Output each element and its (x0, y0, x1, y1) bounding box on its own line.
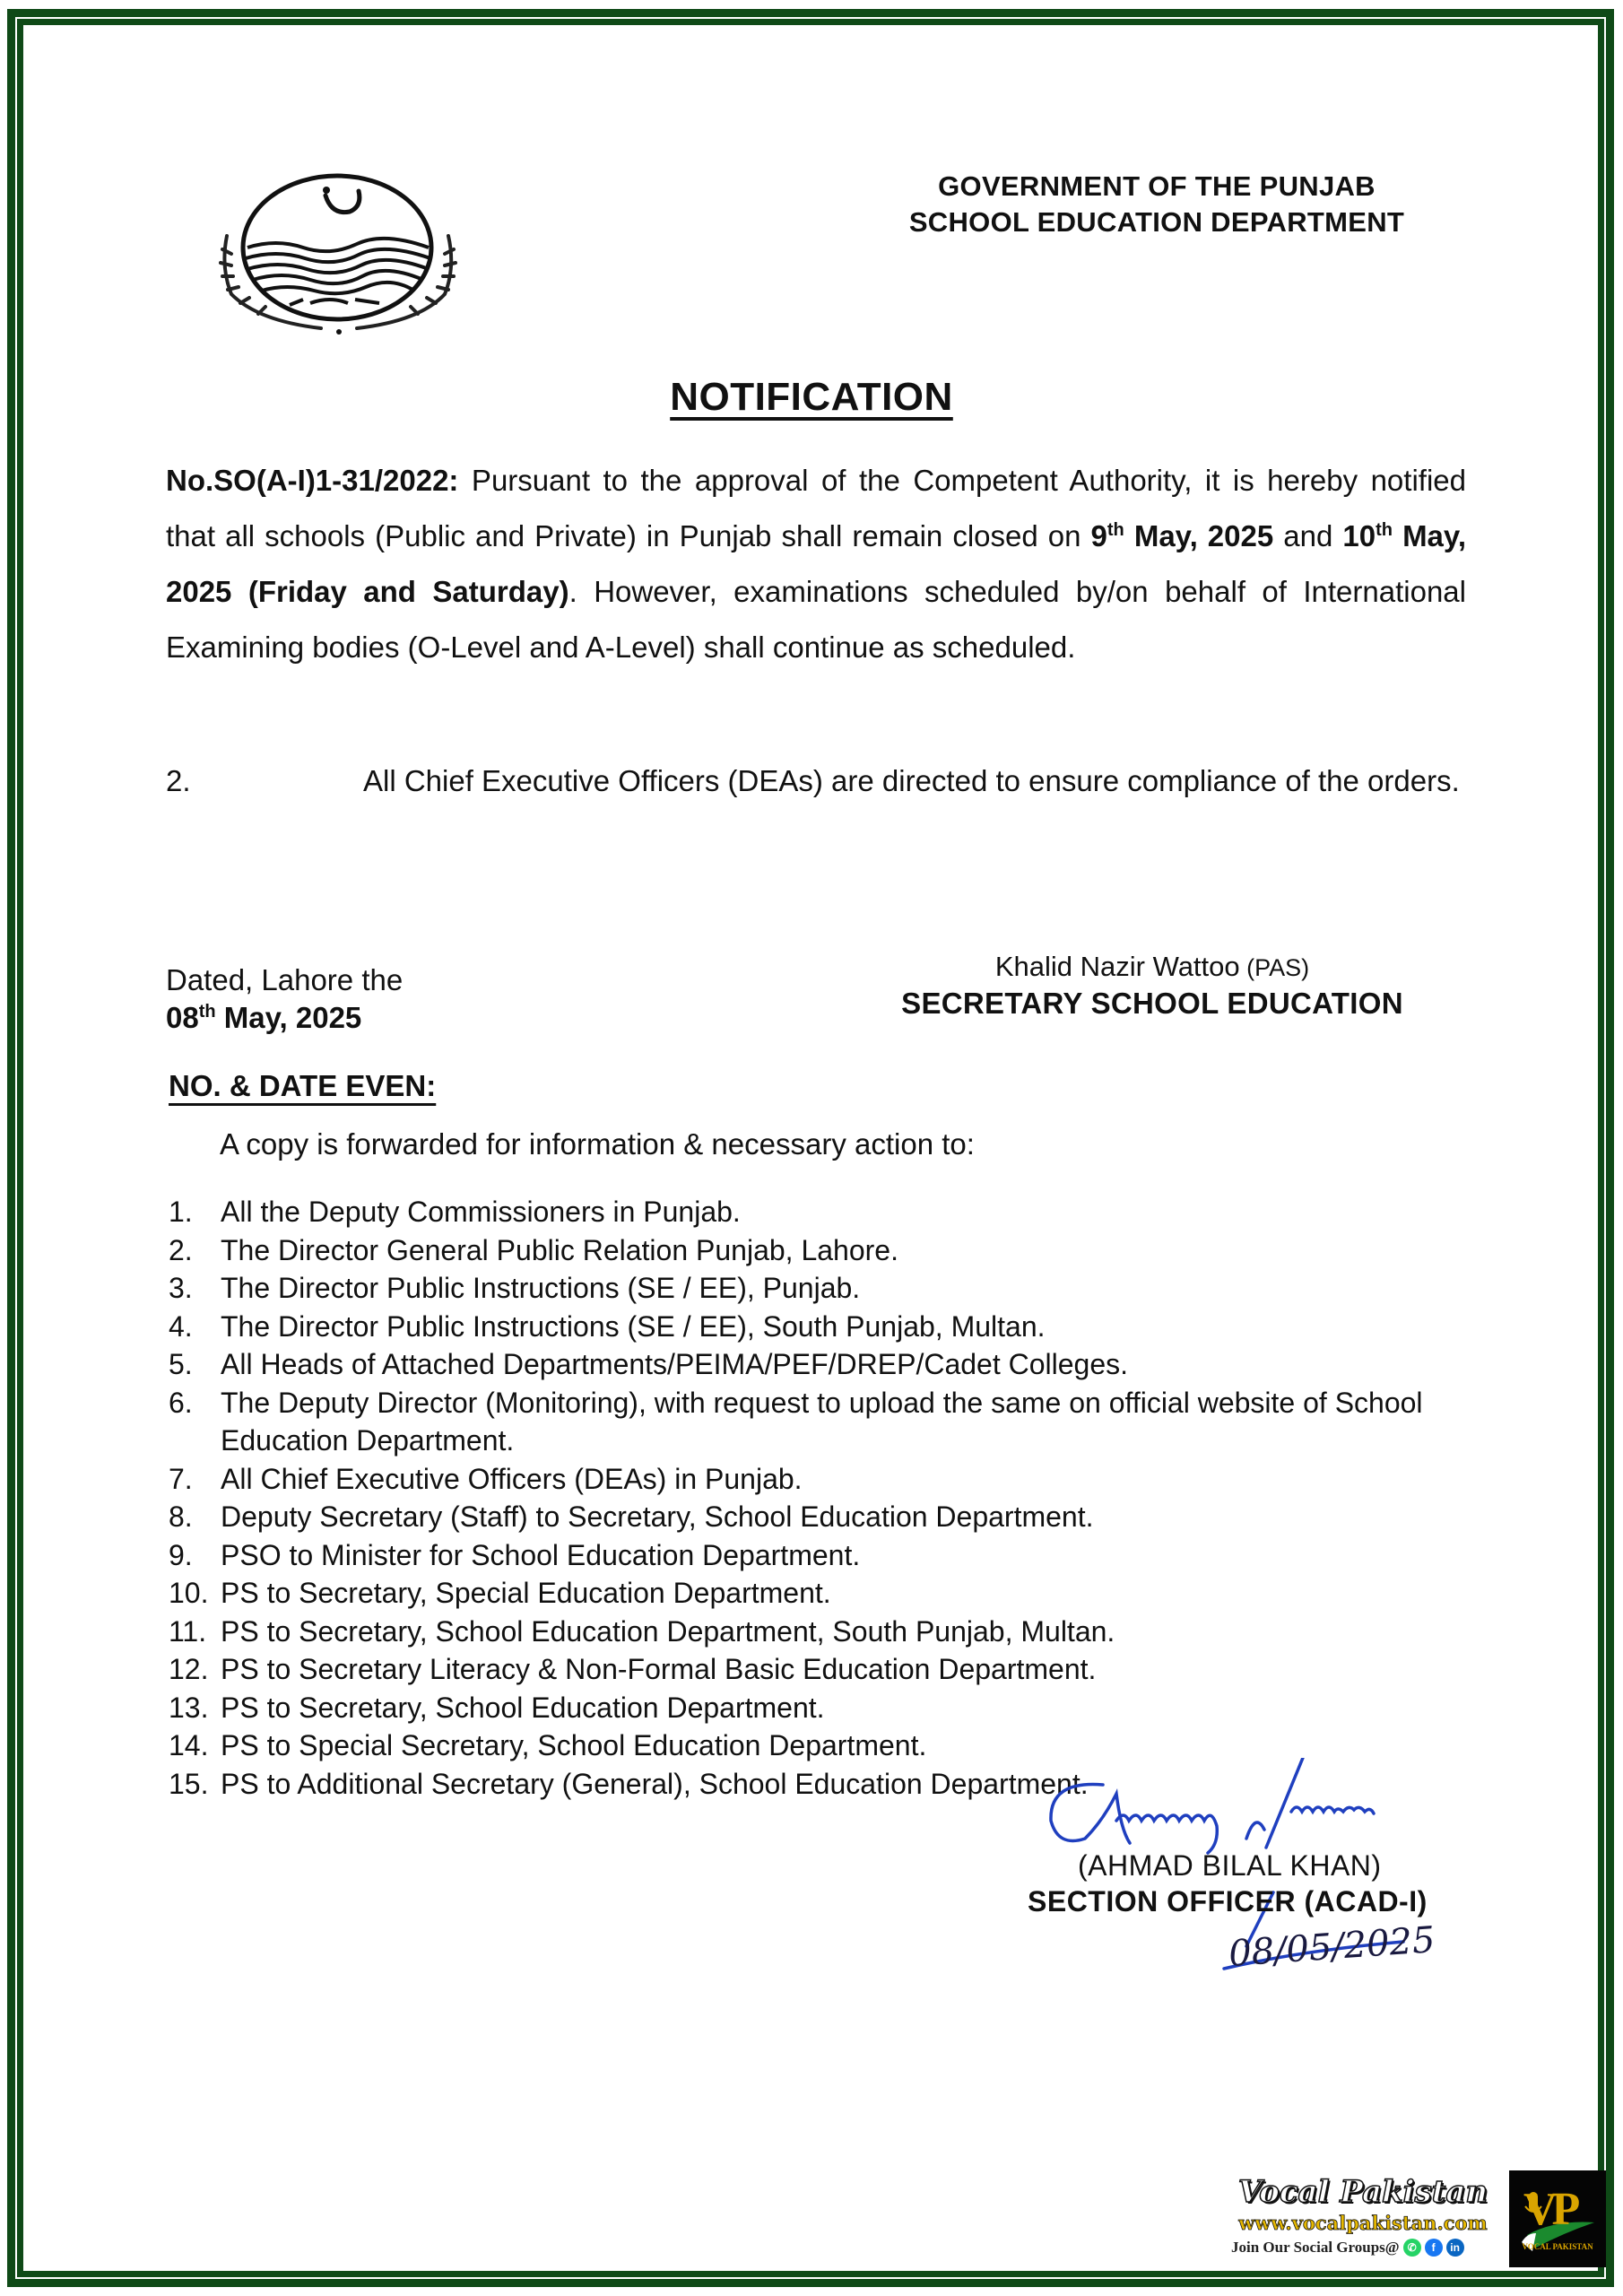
distribution-item-text: All Heads of Attached Departments/PEIMA/PEF/DREP/Cadet Colleges. (221, 1348, 1129, 1380)
distribution-item-text: PSO to Minister for School Education Department. (221, 1538, 861, 1571)
distribution-list (169, 1193, 1496, 1803)
distribution-item-number: 4. (169, 1309, 193, 1343)
dated-place: Dated, Lahore the (166, 963, 404, 996)
government-title: GOVERNMENT OF THE PUNJAB (938, 170, 1376, 202)
distribution-item (169, 1193, 1496, 1231)
distribution-item-number: 2. (169, 1233, 193, 1266)
section-officer-signature-block (1028, 1758, 1533, 1991)
distribution-item (169, 1613, 1496, 1651)
distribution-item-number: 10. (169, 1577, 209, 1609)
distribution-item (169, 1536, 1496, 1575)
reference-number: No.SO(A-I)1-31/2022: (166, 464, 459, 497)
distribution-item-number: 5. (169, 1348, 193, 1380)
department-header (843, 169, 1471, 240)
distribution-item-number: 7. (169, 1462, 193, 1495)
closure-date-1: 9th May, 2025 (1090, 519, 1274, 552)
distribution-item (169, 1345, 1496, 1384)
distribution-item (169, 1231, 1496, 1270)
distribution-item-text: The Deputy Director (Monitoring), with request to upload the same on official website of School Education Department. (221, 1386, 1423, 1457)
punjab-government-emblem-icon (204, 169, 473, 339)
distribution-item (169, 1269, 1496, 1308)
facebook-icon[interactable]: f (1425, 2239, 1443, 2257)
distribution-item (169, 1498, 1496, 1536)
distribution-item (169, 1460, 1496, 1499)
distribution-item-text: Deputy Secretary (Staff) to Secretary, School Education Department. (221, 1500, 1094, 1533)
distribution-item-number: 14. (169, 1729, 209, 1761)
distribution-item-text: The Director Public Instructions (SE / EE), Punjab. (221, 1272, 861, 1304)
distribution-item-number: 8. (169, 1500, 193, 1533)
distribution-item-text: PS to Secretary, School Education Department. (221, 1691, 825, 1724)
distribution-item (169, 1574, 1496, 1613)
distribution-heading: NO. & DATE EVEN: (169, 1069, 437, 1102)
secretary-title: SECRETARY SCHOOL EDUCATION (901, 987, 1403, 1020)
distribution-item-text: PS to Secretary, School Education Department, South Punjab, Multan. (221, 1614, 1115, 1648)
logo-caption: VOCAL PAKISTAN (1522, 2242, 1593, 2251)
vocal-pakistan-logo (1509, 2170, 1606, 2267)
notification-title: NOTIFICATION (670, 375, 953, 419)
distribution-item (169, 1384, 1496, 1460)
dated-block (166, 961, 403, 1037)
distribution-item-text: PS to Additional Secretary (General), School Education Department. (221, 1767, 1089, 1800)
section-officer-name: (AHMAD BILAL KHAN) (1078, 1849, 1382, 1882)
distribution-item-number: 6. (169, 1386, 193, 1419)
distribution-item (169, 1650, 1496, 1689)
closure-date-2: 10th May, 2025 (Friday and Saturday) (166, 519, 1466, 608)
distribution-item-number: 3. (169, 1272, 193, 1304)
distribution-item (169, 1308, 1496, 1346)
logo-monogram: VP (1523, 2184, 1575, 2235)
distribution-item-text: All the Deputy Commissioners in Punjab. (221, 1196, 741, 1228)
department-title: SCHOOL EDUCATION DEPARTMENT (908, 206, 1405, 238)
watermark-brand: Vocal Pakistan (1237, 2174, 1488, 2210)
distribution-item-number: 12. (169, 1653, 209, 1685)
distribution-item-text: The Director General Public Relation Punjab, Lahore. (221, 1233, 898, 1266)
distribution-item-number: 11. (169, 1614, 207, 1648)
secretary-name: Khalid Nazir Wattoo (994, 951, 1240, 982)
distribution-item-text: PS to Special Secretary, School Education Department. (221, 1729, 927, 1761)
distribution-item-text: PS to Secretary, Special Education Department. (221, 1577, 831, 1609)
distribution-intro: A copy is forwarded for information & necessary action to: (220, 1127, 975, 1161)
watermark-url[interactable]: www.vocalpakistan.com (1238, 2212, 1488, 2234)
secretary-signatory: Khalid Nazir Wattoo (PAS) SECRETARY SCHOOL EDUCATION (861, 949, 1444, 1022)
distribution-item-text: PS to Secretary Literacy & Non-Formal Basic Education Department. (221, 1653, 1097, 1685)
section-officer-title: SECTION OFFICER (ACAD-I) (1028, 1885, 1428, 1918)
paragraph-number: 2. (166, 764, 191, 797)
distribution-item-text: All Chief Executive Officers (DEAs) in Punjab. (221, 1462, 803, 1495)
linkedin-icon[interactable]: in (1446, 2239, 1464, 2257)
dated-date: 08th May, 2025 (166, 1001, 362, 1034)
whatsapp-icon[interactable]: ✆ (1403, 2239, 1421, 2257)
notification-paragraph-1: No.SO(A-I)1-31/2022: Pursuant to the approval of the Competent Authority, it is hereby notified that all schools (Public and Private) in Punjab shall remain closed on 9th May, 2025 and 10th May, 2025 (Friday and Saturday). However, examinations scheduled by/on behalf of International Examining bodies (O-Level and A-Level) shall continue as scheduled. (166, 464, 1466, 664)
distribution-item-number: 1. (169, 1196, 193, 1228)
distribution-item-number: 15. (169, 1767, 209, 1800)
notification-paragraph-2: 2. All Chief Executive Officers (DEAs) are directed to ensure compliance of the orders. (166, 753, 1466, 809)
distribution-item-number: 13. (169, 1691, 209, 1724)
distribution-item (169, 1689, 1496, 1727)
distribution-item-number: 9. (169, 1538, 193, 1571)
distribution-item-text: The Director Public Instructions (SE / EE), South Punjab, Multan. (221, 1309, 1046, 1343)
handwritten-date: 08/05/2025 (1227, 1919, 1436, 1975)
vocal-pakistan-watermark (1224, 2170, 1605, 2269)
watermark-join-line: Join Our Social Groups@ ✆ f in (1231, 2239, 1464, 2257)
